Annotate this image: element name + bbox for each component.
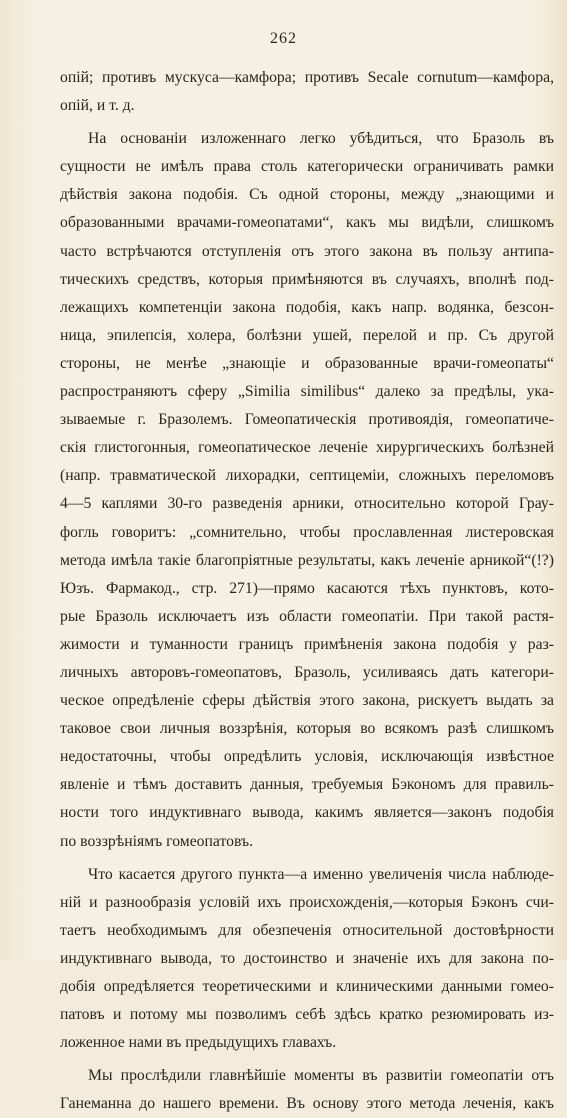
text-line: рые Бразоль исключаетъ изъ области гомеопатіи. При такой растя- (60, 607, 554, 625)
text-line: опій, и т. д. (60, 97, 135, 115)
text-line: зываемые г. Бразолемъ. Гомеопатическія противоядія, гомеопатиче- (60, 411, 554, 429)
text-line: ности того индуктивнаго вывода, какимъ является—законъ подобія (60, 804, 554, 822)
text-line: дѣйствія закона подобія. Съ одной стороны, между „знающими и (60, 186, 554, 204)
text-line: ложенное нами въ предыдущихъ главахъ. (60, 1034, 337, 1052)
text-line: патовъ и потому мы позволимъ себѣ здѣсь кратко резюмировать из- (60, 1006, 554, 1024)
text-line: лежащихъ компетенціи закона подобія, какъ напр. водянка, безсон- (60, 298, 554, 316)
text-line: скія глистогонныя, гомеопатическое леченіе хирургическихъ болѣзней (60, 439, 554, 457)
text-line: фогль говоритъ: „сомнительно, чтобы прославленная листеровская (60, 523, 554, 541)
paragraph-first-line: Что касается другого пункта—а именно увеличенія числа наблюде- (88, 865, 554, 883)
text-line: образованными врачами-гомеопатами“, какъ мы видѣли, слишкомъ (60, 214, 554, 232)
text-line: явленіе и тѣмъ доставить данныя, требуемыя Бэкономъ для правиль- (60, 776, 554, 794)
text-line: распространяютъ сферу „Similia similibus“ далеко за предѣлы, ука- (60, 383, 554, 401)
paragraph-first-line: На основаніи изложеннаго легко убѣдиться, что Бразоль въ (88, 130, 554, 148)
text-line: ница, эпилепсія, холера, болѣзни ушей, перелой и пр. Съ другой (60, 326, 554, 344)
text-line: Ганеманна до нашего времени. Въ основу этого метода леченія, какъ (60, 1095, 554, 1113)
text-line: таковое свои личныя воззрѣнія, которыя во всякомъ разѣ слишкомъ (60, 720, 554, 738)
paragraph-first-line: Мы прослѣдили главнѣйшіе моменты въ развитіи гомеопатіи отъ (88, 1067, 554, 1085)
text-line: недостаточны, чтобы опредѣлить условія, исключающія извѣстное (60, 748, 554, 766)
text-line: (напр. травматической лихорадки, септицеміи, сложныхъ переломовъ (60, 467, 554, 485)
text-line: индуктивнаго вывода, то достоинство и значеніе ихъ для закона по- (60, 949, 554, 967)
text-line: тическихъ средствъ, которыя примѣняются въ случаяхъ, вполнѣ под- (60, 270, 554, 288)
text-line: таетъ необходимымъ для обезпеченія относительной достовѣрности (60, 921, 554, 939)
text-line: ній и разнообразія условій ихъ происхожденія,—которыя Бэконъ счи- (60, 893, 554, 911)
text-line: стороны, не менѣе „знающіе и образованные врачи-гомеопаты“ (60, 354, 554, 372)
text-line: по воззрѣніямъ гомеопатовъ. (60, 832, 253, 850)
page-number: 262 (270, 30, 297, 47)
text-line: добія опредѣляется теоретическими и клиническими данными гомео- (60, 978, 554, 995)
text-line: жимости и туманности границъ примѣненія закона подобія у раз- (60, 635, 554, 653)
text-line: сущности не имѣлъ права столь категорически ограничивать рамки (60, 158, 554, 176)
text-line: Юзъ. Фармакод., стр. 271)—прямо касаются тѣхъ пунктовъ, кото- (60, 579, 554, 597)
text-line: личныхъ авторовъ-гомеопатовъ, Бразоль, усиливаясь дать категори- (60, 663, 554, 681)
text-line: опій; противъ мускуса—камфора; противъ Secale cornutum—камфора, (60, 69, 554, 86)
text-line: ческое опредѣленіе сферы дѣйствія этого закона, рискуетъ выдать за (60, 692, 554, 710)
text-line: часто встрѣчаются отступленія отъ этого закона въ пользу антипа- (60, 242, 554, 260)
text-line: метода имѣла такіе благопріятные результаты, какъ леченіе арникой“(!?) (60, 551, 554, 569)
text-line: 4—5 каплями 30-го разведенія арники, относительно которой Грау- (60, 495, 554, 513)
